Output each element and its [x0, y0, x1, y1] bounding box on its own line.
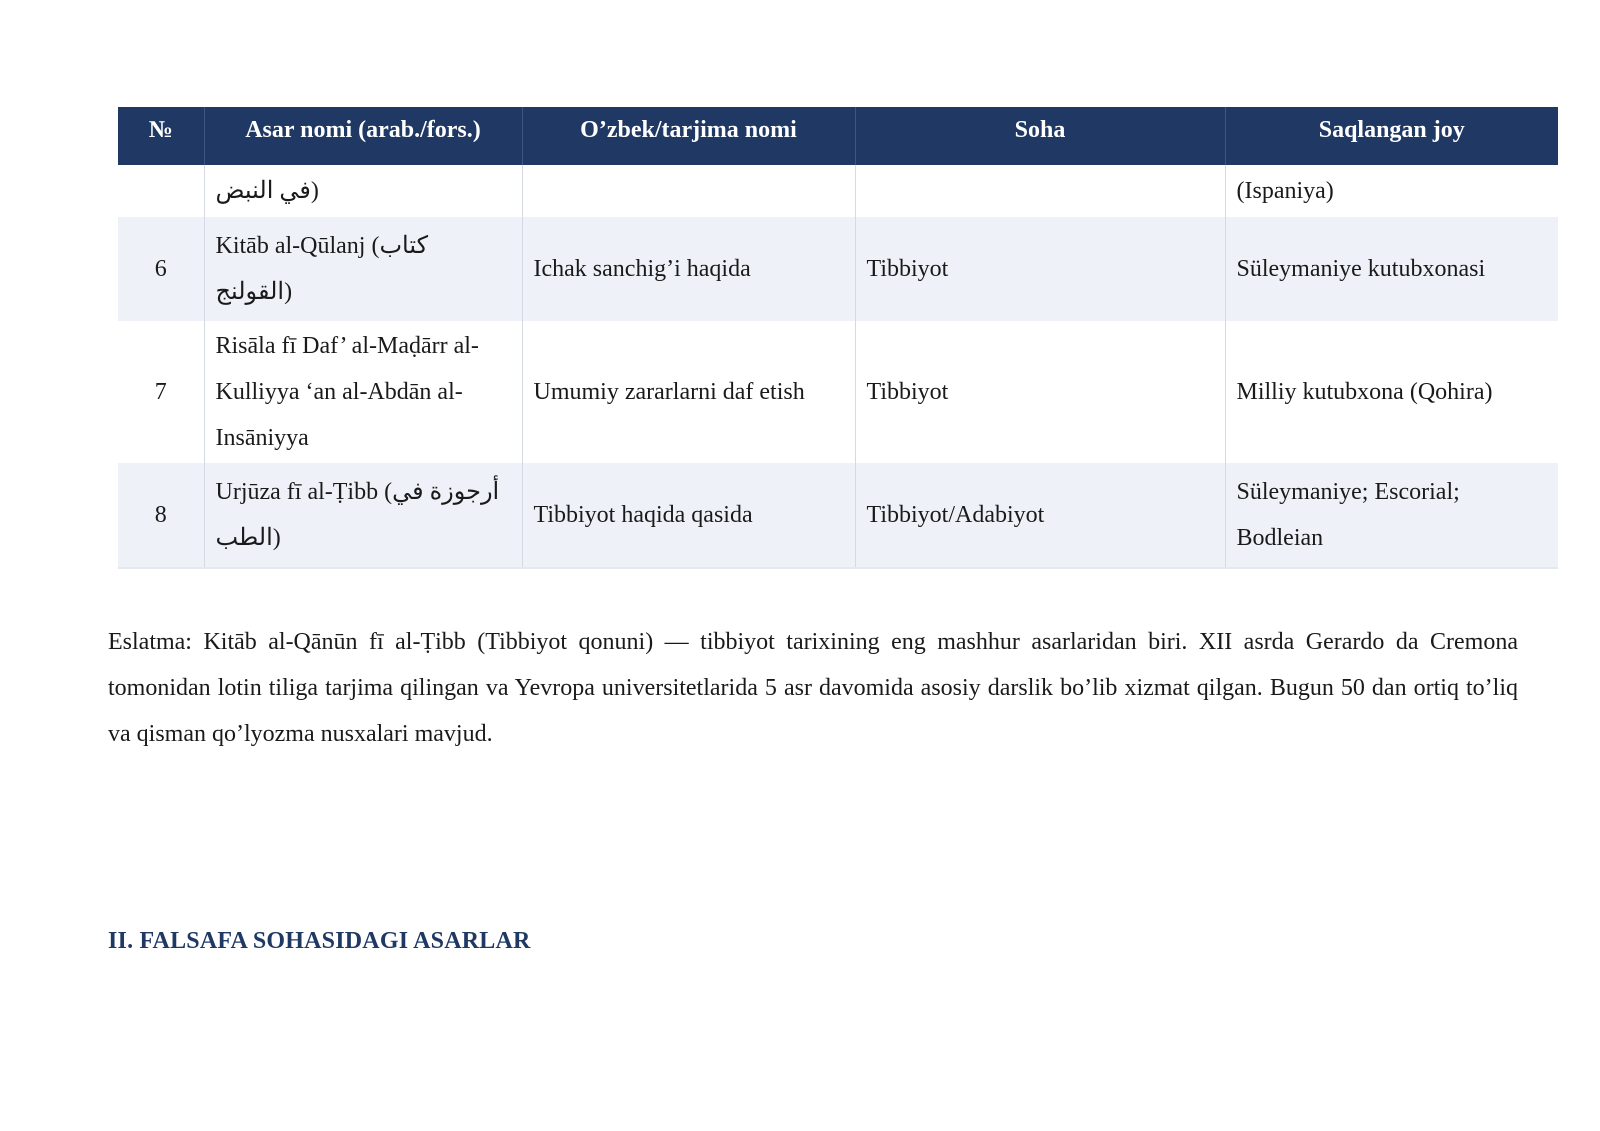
header-location: Saqlangan joy	[1225, 107, 1558, 165]
header-uzbek-title: O’zbek/tarjima nomi	[522, 107, 855, 165]
cell-number: 8	[118, 463, 204, 568]
table-header-row	[118, 107, 1558, 165]
table-row	[118, 463, 1558, 568]
section-heading: II. FALSAFA SOHASIDAGI ASARLAR	[108, 928, 531, 954]
cell-title: في النبض)	[204, 165, 522, 217]
cell-location: Süleymaniye kutubxonasi	[1225, 217, 1558, 321]
header-field: Soha	[855, 107, 1225, 165]
cell-location: Milliy kutubxona (Qohira)	[1225, 321, 1558, 463]
cell-uzbek-title	[522, 165, 855, 217]
footnote-paragraph: Eslatma: Kitāb al-Qānūn fī al-Ṭibb (Tibbiyot qonuni) — tibbiyot tarixining eng mashhur asarlaridan biri. XII asrda Gerardo da Cremona tomonidan lotin tiliga tarjima qilingan va Yevropa universitetlarida 5 asr davomida asosiy darslik bo’lib xizmat qilgan. Bugun 50 dan ortiq to’liq va qisman qo’lyozma nusxalari mavjud.	[108, 629, 1518, 747]
header-title: Asar nomi (arab./fors.)	[204, 107, 522, 165]
cell-field	[855, 165, 1225, 217]
table-row	[118, 321, 1558, 463]
cell-title: Risāla fī Daf’ al-Maḍārr al-Kulliyya ‘an al-Abdān al-Insāniyya	[204, 321, 522, 463]
cell-title: Kitāb al-Qūlanj (كتاب القولنج)	[204, 217, 522, 321]
cell-location: (Ispaniya)	[1225, 165, 1558, 217]
cell-uzbek-title: Umumiy zararlarni daf etish	[522, 321, 855, 463]
cell-uzbek-title: Tibbiyot haqida qasida	[522, 463, 855, 568]
cell-location: Süleymaniye; Escorial; Bodleian	[1225, 463, 1558, 568]
cell-field: Tibbiyot	[855, 321, 1225, 463]
table-row	[118, 165, 1558, 217]
table-row	[118, 217, 1558, 321]
cell-field: Tibbiyot	[855, 217, 1225, 321]
cell-field: Tibbiyot/Adabiyot	[855, 463, 1225, 568]
cell-number	[118, 165, 204, 217]
cell-title: Urjūza fī al-Ṭibb (أرجوزة في الطب)	[204, 463, 522, 568]
header-number: №	[118, 107, 204, 165]
cell-number: 7	[118, 321, 204, 463]
cell-number: 6	[118, 217, 204, 321]
works-table	[118, 107, 1558, 569]
cell-uzbek-title: Ichak sanchig’i haqida	[522, 217, 855, 321]
